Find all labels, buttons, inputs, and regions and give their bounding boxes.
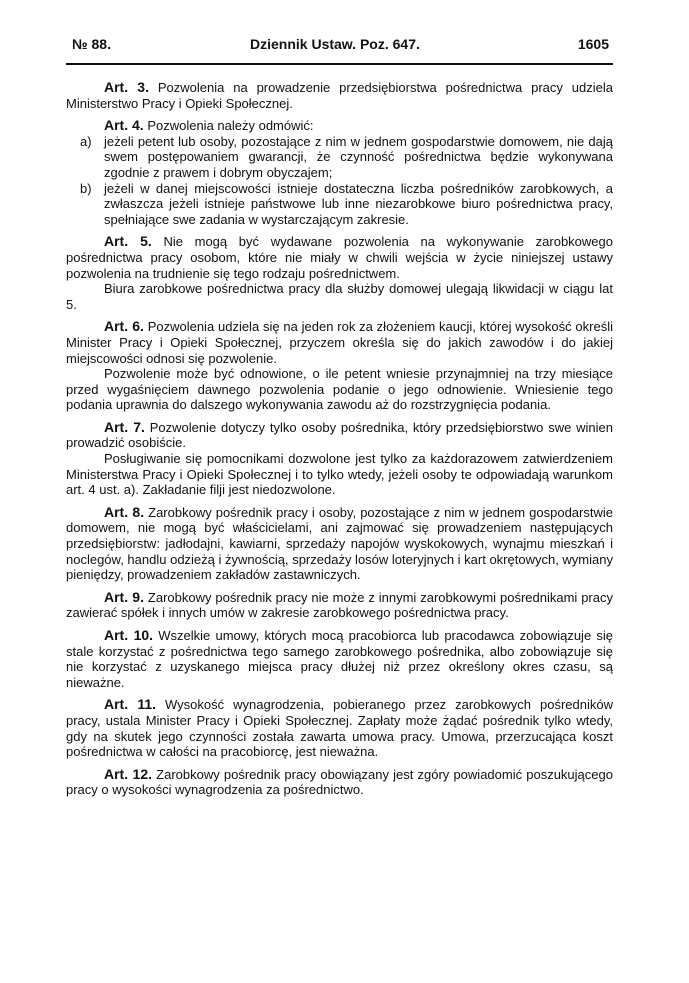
article-3 [66,80,613,111]
article-text: Wysokość wynagrodzenia, pobieranego przez zarobkowych pośredników pracy, ustala Minister Pracy i Opieki Społecznej. Zapłaty może żądać pośrednik tylko wtedy, gdy na skutek jego czynności została zawarta umowa pracy. Umowa, przerzucająca koszt pośrednictwa w całości na pracobiorcę, jest nieważna. [66,697,613,760]
list-item [80,181,613,228]
article-4 [66,118,613,227]
article-label: Art. 9. [104,588,144,605]
page-header [72,36,609,56]
article-text: Zarobkowy pośrednik pracy obowiązany jest zgóry powiadomić poszukującego pracy o wysokości wynagrodzenia za pośrednictwo. [66,766,613,798]
article-text: Pozwolenia należy odmówić: [147,118,314,134]
article-9 [66,590,613,621]
item-marker: a) [80,133,92,149]
issue-number: № 88. [72,36,111,52]
article-paragraph: Posługiwanie się pomocnikami dozwolone jest tylko za każdorazowem zatwierdzeniem Ministerstwa Pracy i Opieki Społecznej i to tylko wtedy, jeżeli osoby te odpowiadają warunkom art. 4 ust. a). Zakładanie filji jest niedozwolone. [66,451,613,498]
article-text: Pozwolenia na prowadzenie przedsiębiorstwa pośrednictwa pracy udziela Ministerstwo Pracy i Opieki Społecznej. [66,80,613,111]
article-7 [66,420,613,498]
journal-title: Dziennik Ustaw. Poz. 647. [250,36,420,52]
article-label: Art. 4. [104,117,144,134]
list-item [80,134,613,181]
article-label: Art. 12. [104,765,152,782]
article-label: Art. 3. [104,79,149,95]
article-paragraph: Biura zarobkowe pośrednictwa pracy dla służby domowej ulegają likwidacji w ciągu lat 5. [66,281,613,312]
article-text: Zarobkowy pośrednik pracy nie może z innymi zarobkowymi pośrednikami pracy zawierać spółek i innych umów w zakresie zarobkowego pośrednictwa pracy. [66,589,613,621]
item-text: jeżeli w danej miejscowości istnieje dostateczna liczba pośredników zarobkowych, a zwłaszcza jeżeli istnieje państwowe lub inne niezarobkowe biuro pośrednictwa pracy, spełniające swe zadania w wystarczającym zakresie. [104,180,613,227]
article-label: Art. 7. [104,418,145,435]
article-11 [66,697,613,759]
article-text: Wszelkie umowy, których mocą pracobiorca lub pracodawca zobowiązuje się stale korzystać z pośrednictwa tego samego zarobkowego pośrednika, albo zobowiązuje się nie korzystać z uzyskanego miejsca pracy dłużej niż przez określony okres czasu, są nieważne. [66,628,613,690]
article-12 [66,767,613,798]
article-text: Pozwolenia udziela się na jeden rok za złożeniem kaucji, której wysokość określi Minister Pracy i Opieki Społecznej, przyczem określa się do jakich zawodów i do jakiej miejscowości odnosi się pozwolenie. [66,319,613,366]
item-marker: b) [80,180,92,196]
article-label: Art. 5. [104,233,152,250]
article-label: Art. 10. [104,627,154,643]
article-10 [66,628,613,690]
article-8 [66,505,613,583]
page-number: 1605 [577,36,609,52]
article-label: Art. 8. [104,503,145,520]
article-paragraph: Pozwolenie może być odnowione, o ile petent wniesie przynajmniej na trzy miesiące przed wygaśnięciem dawnego pozwolenia podanie o jego odnowienie. Wniesienie tego podania uprawnia do dalszego wykonywania zawodu aż do rozstrzygnięcia podania. [66,366,613,413]
document-body [66,80,613,798]
header-rule [66,63,613,65]
article-label: Art. 6. [104,318,144,335]
article-5 [66,234,613,312]
article-text: Zarobkowy pośrednik pracy i osoby, pozostające z nim w jednem gospodarstwie domowem, nie mogą być właścicielami, ani zajmować się prowadzeniem następujących przedsiębiorstw: jadłodajni, kawiarni, sprzedaży napojów wyskokowych, wynajmu mieszkań i noclegów, handlu odzieżą i żywnością, sprzedaży losów loteryjnych i kart okrętowych, wymiany pieniędzy, prowadzeniem zakładów zastawniczych. [66,504,613,583]
article-6 [66,319,613,413]
article-text: Pozwolenie dotyczy tylko osoby pośrednika, który przedsiębiorstwo swe winien prowadzić osobiście. [66,419,613,451]
article-text: Nie mogą być wydawane pozwolenia na wykonywanie zarobkowego pośrednictwa pracy osobom, które nie miały w chwili wejścia w życie niniejszej ustawy pozwolenia na trudnienie się tego rodzaju pośrednictwem. [66,234,613,281]
item-text: jeżeli petent lub osoby, pozostające z nim w jednem gospodarstwie domowem, nie dają swem postępowaniem gwarancji, że czynność pośrednictwa będzie wykonywana zgodnie z prawem i dobrym obyczajem; [104,133,613,180]
article-label: Art. 11. [104,696,157,713]
